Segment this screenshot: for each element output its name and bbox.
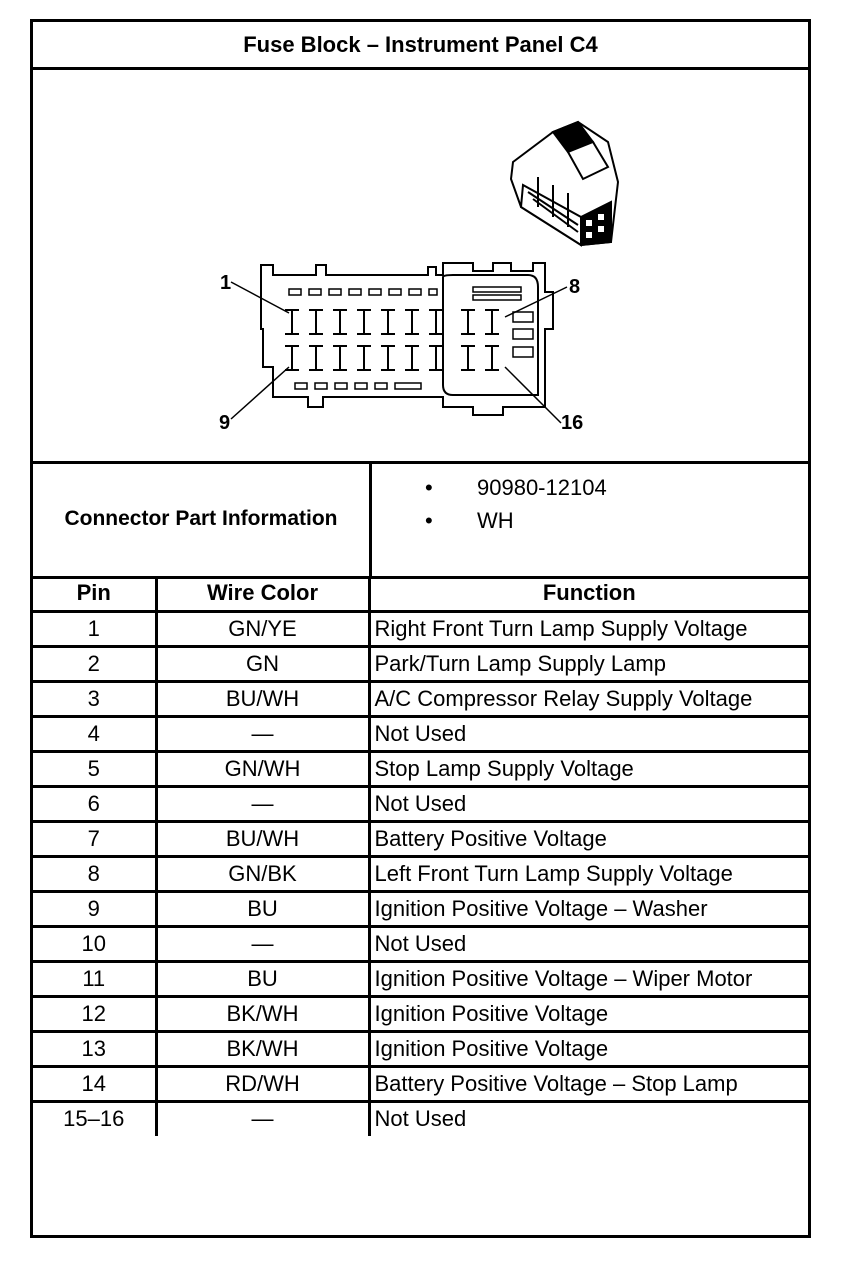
wire-color-cell: BK/WH [156,1031,369,1066]
pin-cell: 3 [33,681,156,716]
wire-color-cell: BK/WH [156,996,369,1031]
table-row [33,646,808,681]
pin-cell: 6 [33,786,156,821]
pin-cell: 14 [33,1066,156,1101]
function-cell: Not Used [369,926,808,961]
table-row [33,996,808,1031]
function-cell: Left Front Turn Lamp Supply Voltage [369,856,808,891]
pin-cell: 1 [33,611,156,646]
wire-color-cell: — [156,786,369,821]
function-cell: Not Used [369,1101,808,1136]
function-cell: Ignition Positive Voltage – Washer [369,891,808,926]
table-row [33,961,808,996]
pinout-table [33,576,808,1136]
connector-isometric-view [511,122,618,245]
function-cell: Ignition Positive Voltage [369,996,808,1031]
pin-cell: 10 [33,926,156,961]
wire-color-cell: BU [156,961,369,996]
table-row [33,926,808,961]
table-row [33,751,808,786]
function-cell: Stop Lamp Supply Voltage [369,751,808,786]
table-header-row [33,576,808,611]
function-cell: A/C Compressor Relay Supply Voltage [369,681,808,716]
pin-label-9: 9 [219,412,231,434]
pin-cell: 15–16 [33,1101,156,1136]
function-cell: Not Used [369,716,808,751]
table-row [33,1101,808,1136]
connector-part-info [33,461,808,579]
pin-cell: 9 [33,891,156,926]
connector-part-info-list [372,471,808,537]
pin-cell: 11 [33,961,156,996]
table-row [33,611,808,646]
table-row [33,1031,808,1066]
function-cell: Park/Turn Lamp Supply Lamp [369,646,808,681]
connector-drawing [33,67,808,461]
pin-cell: 2 [33,646,156,681]
function-cell: Right Front Turn Lamp Supply Voltage [369,611,808,646]
table-row [33,856,808,891]
pin-label-8: 8 [569,276,581,298]
pin-cell: 5 [33,751,156,786]
wire-color-cell: GN/YE [156,611,369,646]
wire-color-cell: GN/WH [156,751,369,786]
header-function: Function [369,576,808,611]
table-row [33,821,808,856]
pin-cell: 8 [33,856,156,891]
function-cell: Ignition Positive Voltage [369,1031,808,1066]
header-pin: Pin [33,576,156,611]
connector-diagram [33,67,808,464]
connector-color: • WH [372,504,808,537]
wire-color-cell: — [156,1101,369,1136]
table-row [33,1066,808,1101]
function-cell: Battery Positive Voltage – Stop Lamp [369,1066,808,1101]
table-row [33,891,808,926]
function-cell: Battery Positive Voltage [369,821,808,856]
wire-color-cell: RD/WH [156,1066,369,1101]
connector-part-info-label: Connector Part Information [33,461,372,576]
table-row [33,786,808,821]
pin-cell: 13 [33,1031,156,1066]
wire-color-cell: GN [156,646,369,681]
pin-cell: 12 [33,996,156,1031]
table-row [33,681,808,716]
pin-label-16: 16 [561,412,584,434]
connector-sheet [30,19,811,1238]
connector-face [261,263,553,415]
wire-color-cell: BU [156,891,369,926]
pin-cell: 4 [33,716,156,751]
pin-cell: 7 [33,821,156,856]
wire-color-cell: GN/BK [156,856,369,891]
header-wire-color: Wire Color [156,576,369,611]
part-number: • 90980-12104 [372,471,808,504]
table-row [33,716,808,751]
wire-color-cell: — [156,926,369,961]
page-title: Fuse Block – Instrument Panel C4 [33,22,808,70]
wire-color-cell: BU/WH [156,821,369,856]
function-cell: Ignition Positive Voltage – Wiper Motor [369,961,808,996]
wire-color-cell: BU/WH [156,681,369,716]
pin-label-1: 1 [220,272,232,294]
wire-color-cell: — [156,716,369,751]
function-cell: Not Used [369,786,808,821]
